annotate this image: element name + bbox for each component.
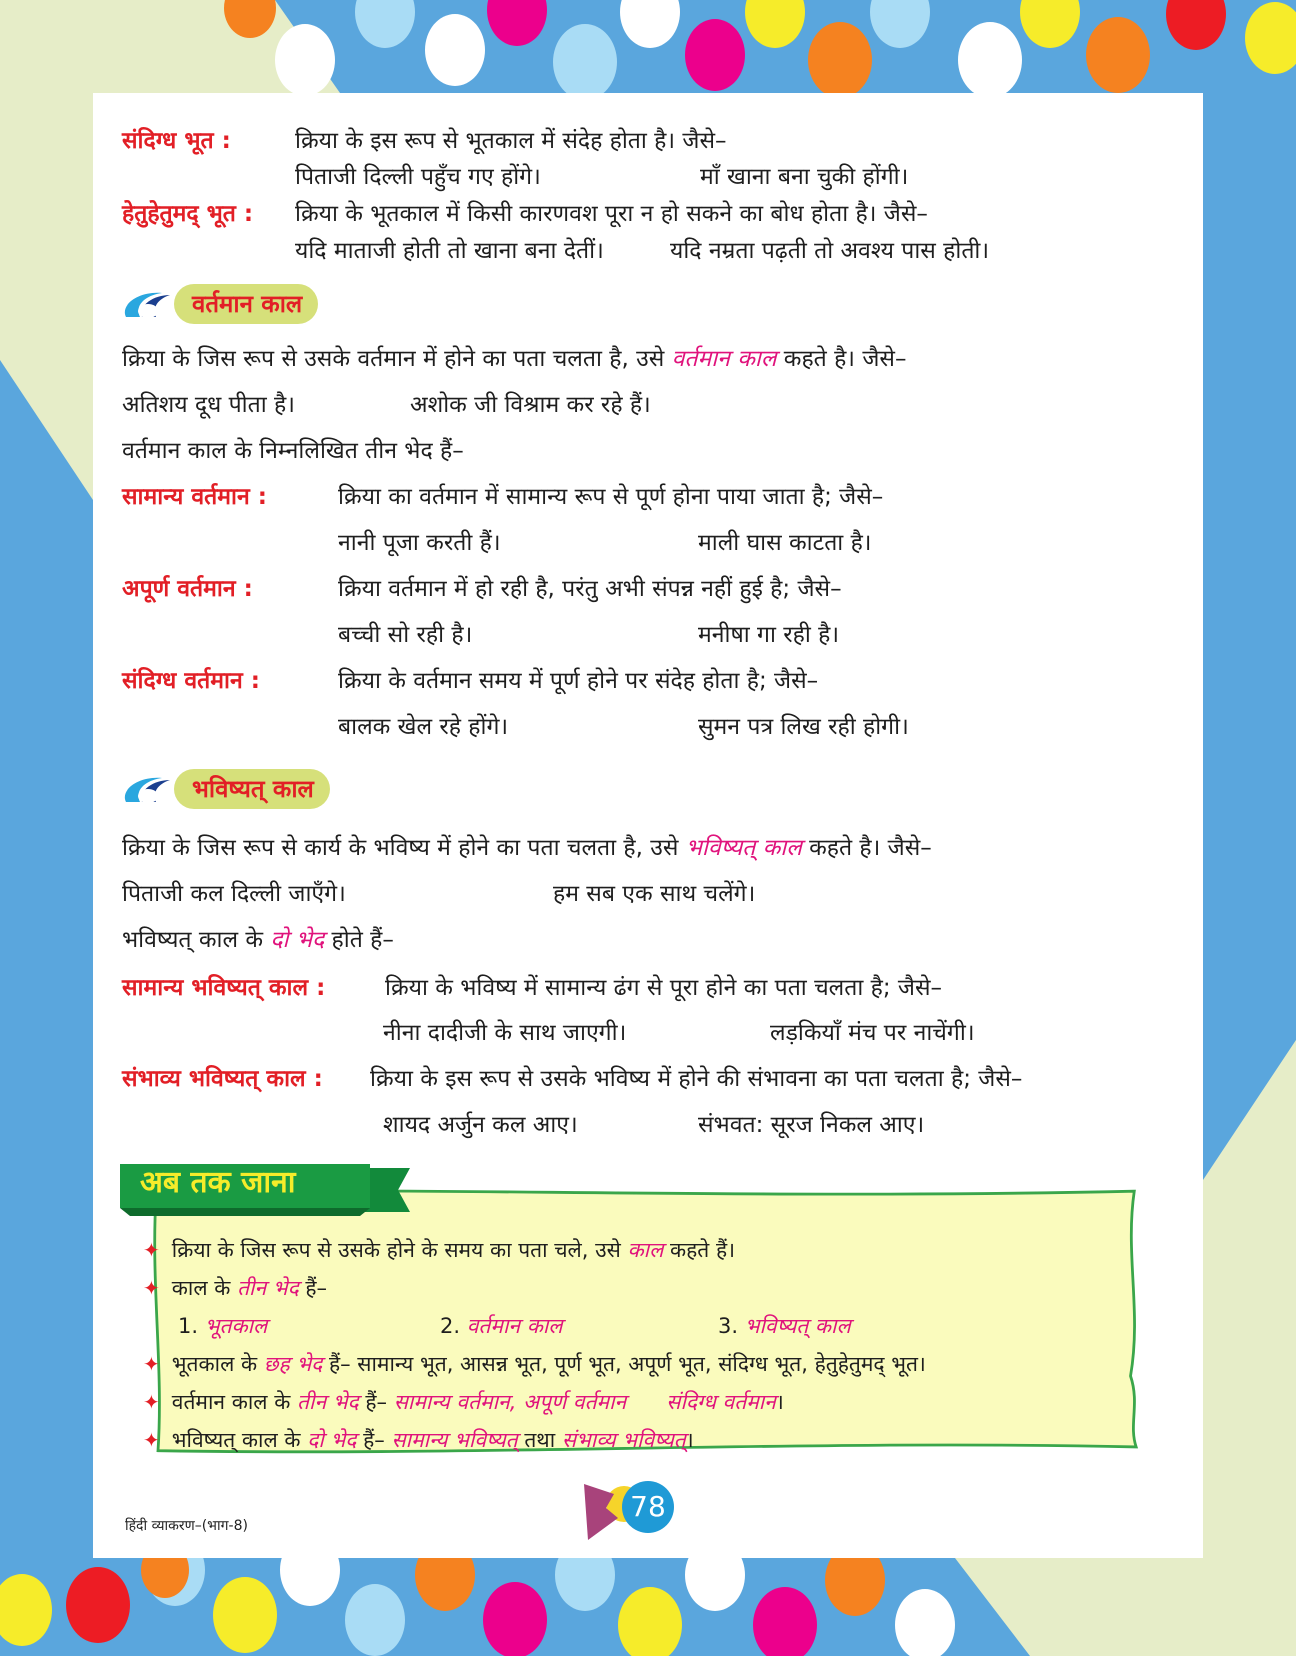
desc-samanya-vartaman: क्रिया का वर्तमान में सामान्य रूप से पूर्ण होना पाया जाता है; जैसे– <box>338 484 884 510</box>
term-hetuhetumad-bhoot: हेतुहेतुमद् भूत : <box>122 201 254 227</box>
summary-list-item: 3. भविष्यत् काल <box>718 1314 851 1338</box>
desc-sandigdh-bhoot: क्रिया के इस रूप से भूतकाल में संदेह होता है। जैसे– <box>295 128 727 154</box>
summary-list-item: 2. वर्तमान काल <box>440 1314 563 1338</box>
desc-sambhavya-bhavishyat: क्रिया के इस रूप से उसके भविष्य में होने की संभावना का पता चलता है; जैसे– <box>370 1066 1023 1092</box>
example: यदि नम्रता पढ़ती तो अवश्य पास होती। <box>670 238 990 264</box>
example: सुमन पत्र लिख रही होगी। <box>698 714 909 740</box>
desc-samanya-bhavishyat: क्रिया के भविष्य में सामान्य ढंग से पूरा होने का पता चलता है; जैसे– <box>385 975 943 1001</box>
term-samanya-vartaman: सामान्य वर्तमान : <box>122 484 267 510</box>
example: नानी पूजा करती हैं। <box>338 530 501 556</box>
example: पिताजी दिल्ली पहुँच गए होंगे। <box>295 164 541 190</box>
term-samanya-bhavishyat: सामान्य भविष्यत् काल : <box>122 975 326 1001</box>
example: माँ खाना बना चुकी होंगी। <box>700 164 909 190</box>
star-bullet-icon: ✦ <box>143 1390 160 1414</box>
star-bullet-icon: ✦ <box>143 1428 160 1452</box>
summary-point: ✦ वर्तमान काल के तीन भेद हैं– सामान्य वर्तमान, अपूर्ण वर्तमान संदिग्ध वर्तमान। <box>143 1390 784 1414</box>
desc-sandigdh-vartaman: क्रिया के वर्तमान समय में पूर्ण होने पर संदेह होता है; जैसे– <box>338 668 819 694</box>
example: माली घास काटता है। <box>698 530 872 556</box>
vartaman-intro: क्रिया के जिस रूप से उसके वर्तमान में होने का पता चलता है, उसे वर्तमान काल कहते है। जैसे– <box>122 346 907 372</box>
term-sandigdh-bhoot: संदिग्ध भूत : <box>122 128 231 154</box>
desc-apurna-vartaman: क्रिया वर्तमान में हो रही है, परंतु अभी संपन्न नहीं हुई है; जैसे– <box>338 576 842 602</box>
example: यदि माताजी होती तो खाना बना देतीं। <box>295 238 604 264</box>
polka-dots-top <box>224 0 1296 100</box>
example: मनीषा गा रही है। <box>698 622 840 648</box>
example: बालक खेल रहे होंगे। <box>338 714 509 740</box>
example: बच्ची सो रही है। <box>338 622 473 648</box>
summary-point: ✦ भूतकाल के छह भेद हैं– सामान्य भूत, आसन्न भूत, पूर्ण भूत, अपूर्ण भूत, संदिग्ध भूत, हेतुहेतुमद् भूत। <box>143 1352 926 1376</box>
section-heading-bhavishyat: भविष्यत् काल <box>174 769 330 809</box>
summary-point: ✦ क्रिया के जिस रूप से उसके होने के समय का पता चले, उसे काल कहते हैं। <box>143 1238 736 1262</box>
desc-hetuhetumad-bhoot: क्रिया के भूतकाल में किसी कारणवश पूरा न हो सकने का बोध होता है। जैसे– <box>295 201 928 227</box>
summary-point: ✦ भविष्यत् काल के दो भेद हैं– सामान्य भविष्यत् तथा संभाव्य भविष्यत्। <box>143 1428 694 1452</box>
example: हम सब एक साथ चलेंगे। <box>553 881 756 907</box>
star-bullet-icon: ✦ <box>143 1276 160 1300</box>
summary-box <box>122 1180 1174 1460</box>
example: पिताजी कल दिल्ली जाएँगे। <box>122 881 346 907</box>
summary-banner-title: अब तक जाना <box>140 1165 296 1200</box>
term-apurna-vartaman: अपूर्ण वर्तमान : <box>122 576 253 602</box>
star-bullet-icon: ✦ <box>143 1352 160 1376</box>
page-number: 78 <box>622 1481 674 1533</box>
section-heading-vartaman: वर्तमान काल <box>174 284 318 324</box>
star-bullet-icon: ✦ <box>143 1238 160 1262</box>
example: अतिशय दूध पीता है। <box>122 392 295 418</box>
example: अशोक जी विश्राम कर रहे हैं। <box>410 392 651 418</box>
term-sandigdh-vartaman: संदिग्ध वर्तमान : <box>122 668 260 694</box>
example: लड़कियाँ मंच पर नाचेंगी। <box>770 1020 975 1046</box>
example: संभवत: सूरज निकल आए। <box>698 1112 925 1138</box>
bhavishyat-intro: क्रिया के जिस रूप से कार्य के भविष्य में होने का पता चलता है, उसे भविष्यत् काल कहते है। जैसे– <box>122 835 932 861</box>
example: शायद अर्जुन कल आए। <box>383 1112 578 1138</box>
bhavishyat-types-intro: भविष्यत् काल के दो भेद होते हैं– <box>122 927 394 953</box>
swoosh-icon <box>120 772 180 808</box>
book-title: हिंदी व्याकरण–(भाग-8) <box>125 1518 248 1534</box>
swoosh-icon <box>120 287 180 323</box>
vartaman-types-intro: वर्तमान काल के निम्नलिखित तीन भेद हैं– <box>122 438 464 464</box>
summary-point: ✦ काल के तीन भेद हैं– <box>143 1276 328 1300</box>
summary-list-item: 1. भूतकाल <box>178 1314 268 1338</box>
term-sambhavya-bhavishyat: संभाव्य भविष्यत् काल : <box>122 1066 323 1092</box>
example: नीना दादीजी के साथ जाएगी। <box>383 1020 627 1046</box>
